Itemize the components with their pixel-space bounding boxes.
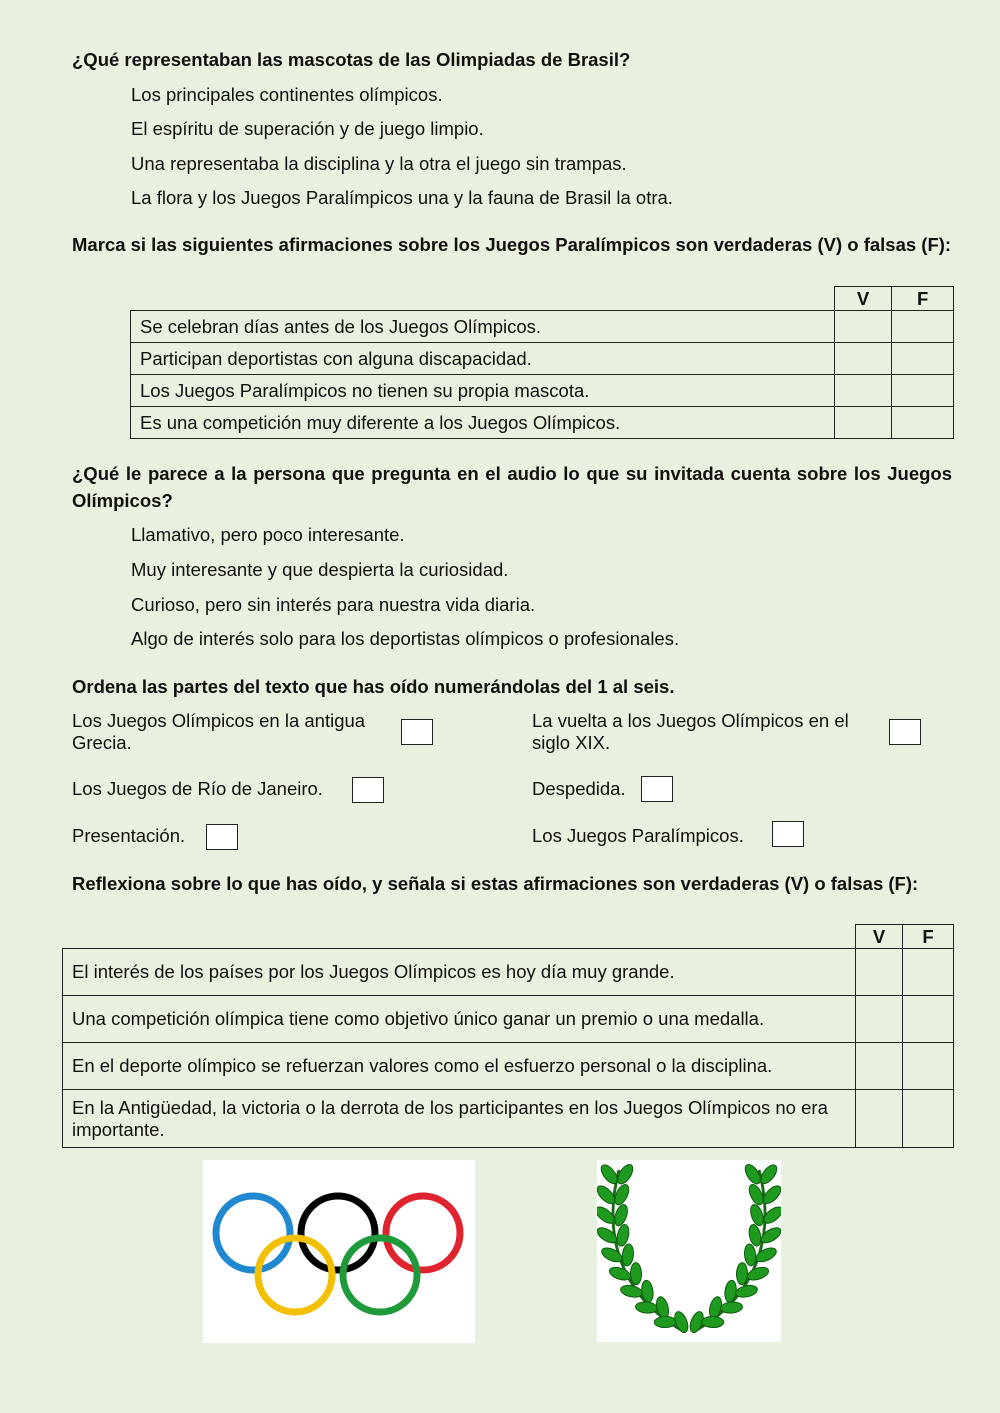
laurel-leaf-right (748, 1203, 766, 1227)
q2-row4-f-cell[interactable] (892, 407, 954, 439)
q3-option-2[interactable]: Muy interesante y que despierta la curiosidad. (131, 559, 509, 580)
q5-row3-v-cell[interactable] (856, 1043, 903, 1090)
ring-red (386, 1196, 460, 1270)
q2-statement-4: Es una competición muy diferente a los Juegos Olímpicos. (131, 407, 835, 439)
laurel-leaf-right (736, 1263, 747, 1285)
order-item-presentacion: Presentación. (72, 825, 186, 846)
q1-option-4[interactable]: La flora y los Juegos Paralímpicos una y la fauna de Brasil la otra. (131, 187, 673, 208)
laurel-wreath-image (597, 1160, 781, 1342)
q5-statement-4: En la Antigüedad, la victoria o la derrota de los participantes en los Juegos Olímpicos no era importante. (63, 1090, 856, 1148)
q5-statement-1: El interés de los países por los Juegos Olímpicos es hoy día muy grande. (63, 949, 856, 996)
q1-option-3[interactable]: Una representaba la disciplina y la otra el juego sin trampas. (131, 153, 627, 174)
ring-green (343, 1238, 417, 1312)
q5-header-f: F (903, 925, 954, 949)
q3-option-4[interactable]: Algo de interés solo para los deportistas olímpicos o profesionales. (131, 628, 680, 649)
q2-statement-1: Se celebran días antes de los Juegos Olímpicos. (131, 311, 835, 343)
q5-true-false-table (62, 924, 954, 1148)
laurel-leaf-left (621, 1243, 634, 1266)
q5-row4-v-cell[interactable] (856, 1090, 903, 1148)
q5-row4-f-cell[interactable] (903, 1090, 954, 1148)
laurel-leaf-left (620, 1284, 644, 1299)
q2-header-f: F (892, 287, 954, 311)
q2-true-false-table (130, 286, 954, 439)
question-5: Reflexiona sobre lo que has oído, y señala si estas afirmaciones son verdaderas (V) o falsas (F): (72, 873, 919, 894)
order-item-paralimpicos: Los Juegos Paralímpicos. (532, 825, 744, 846)
laurel-leaf-left (654, 1295, 670, 1319)
ring-black (301, 1196, 375, 1270)
q2-row3-v-cell[interactable] (834, 375, 892, 407)
order-box-despedida[interactable] (641, 776, 673, 802)
ring-blue (216, 1196, 290, 1270)
q2-row4-v-cell[interactable] (834, 407, 892, 439)
q5-row3-f-cell[interactable] (903, 1043, 954, 1090)
order-item-despedida: Despedida. (532, 778, 626, 799)
question-4: Ordena las partes del texto que has oído numerándolas del 1 al seis. (72, 676, 675, 697)
order-box-presentacion[interactable] (206, 824, 238, 850)
order-item-ancient-greece: Los Juegos Olímpicos en la antigua Grecia. (72, 710, 366, 753)
q1-option-2[interactable]: El espíritu de superación y de juego limpio. (131, 118, 484, 139)
laurel-leaf-left (630, 1263, 641, 1285)
laurel-leaf-right (702, 1316, 724, 1328)
order-item-rio: Los Juegos de Río de Janeiro. (72, 778, 323, 799)
laurel-leaf-right (720, 1301, 743, 1314)
q2-statement-3: Los Juegos Paralímpicos no tienen su propia mascota. (131, 375, 835, 407)
q5-row2-f-cell[interactable] (903, 996, 954, 1043)
order-box-ancient-greece[interactable] (401, 719, 433, 745)
q2-row2-v-cell[interactable] (834, 343, 892, 375)
order-box-rio[interactable] (352, 777, 384, 803)
q2-header-v: V (834, 287, 892, 311)
order-box-paralimpicos[interactable] (772, 821, 804, 847)
laurel-leaf-left (635, 1301, 658, 1314)
q5-statement-3: En el deporte olímpico se refuerzan valores como el esfuerzo personal o la disciplina. (63, 1043, 856, 1090)
q1-option-1[interactable]: Los principales continentes olímpicos. (131, 84, 443, 105)
q2-row2-f-cell[interactable] (892, 343, 954, 375)
q5-header-v: V (856, 925, 903, 949)
q3-option-3[interactable]: Curioso, pero sin interés para nuestra vida diaria. (131, 594, 536, 615)
q2-row1-f-cell[interactable] (892, 311, 954, 343)
q2-statement-2: Participan deportistas con alguna discapacidad. (131, 343, 835, 375)
order-box-19th-century[interactable] (889, 719, 921, 745)
question-2: Marca si las siguientes afirmaciones sobre los Juegos Paralímpicos son verdaderas (V) o falsas (F): (72, 234, 952, 255)
olympic-rings-image (203, 1160, 475, 1343)
laurel-leaf-right (744, 1243, 757, 1266)
ring-yellow (258, 1238, 332, 1312)
laurel-leaf-left (612, 1203, 630, 1227)
q5-row1-v-cell[interactable] (856, 949, 903, 996)
question-1: ¿Qué representaban las mascotas de las Olimpiadas de Brasil? (72, 49, 631, 70)
q5-row1-f-cell[interactable] (903, 949, 954, 996)
q5-row2-v-cell[interactable] (856, 996, 903, 1043)
q3-option-1[interactable]: Llamativo, pero poco interesante. (131, 524, 405, 545)
laurel-leaf-right (735, 1284, 759, 1299)
q2-row3-f-cell[interactable] (892, 375, 954, 407)
question-3: ¿Qué le parece a la persona que pregunta en el audio lo que su invitada cuenta sobre los Juegos Olímpicos? (72, 463, 952, 511)
q5-statement-2: Una competición olímpica tiene como objetivo único ganar un premio o una medalla. (63, 996, 856, 1043)
q2-row1-v-cell[interactable] (834, 311, 892, 343)
laurel-leaf-left (654, 1316, 676, 1328)
order-item-19th-century: La vuelta a los Juegos Olímpicos en el siglo XIX. (532, 710, 849, 753)
